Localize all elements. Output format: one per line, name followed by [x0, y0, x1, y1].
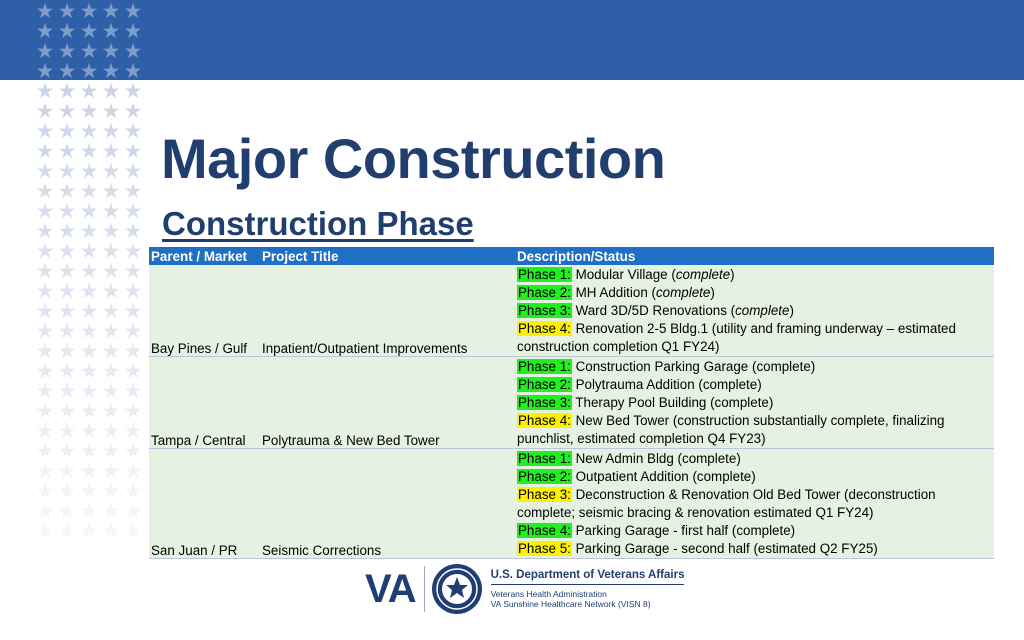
star-icon: ★ [123, 140, 143, 163]
star-icon: ★ [101, 400, 121, 423]
star-icon: ★ [57, 260, 77, 283]
phase-line [517, 358, 992, 376]
cell-project-title: Seismic Corrections [260, 449, 515, 559]
phase-label: Phase 2: [518, 285, 571, 300]
star-icon: ★ [35, 320, 55, 343]
construction-table [149, 247, 994, 559]
star-icon: ★ [57, 300, 77, 323]
star-icon: ★ [123, 360, 143, 383]
cell-market: Tampa / Central [149, 357, 260, 449]
star-icon: ★ [79, 320, 99, 343]
star-icon: ★ [57, 120, 77, 143]
star-icon: ★ [57, 360, 77, 383]
star-icon: ★ [123, 0, 143, 23]
cell-description-status [515, 265, 994, 357]
star-icon: ★ [79, 220, 99, 243]
network-name: VA Sunshine Healthcare Network (VISN 8) [490, 599, 651, 609]
phase-line [517, 284, 992, 302]
star-icon: ★ [101, 480, 121, 503]
phase-line [517, 302, 992, 320]
phase-text-end: ) [789, 303, 794, 318]
star-icon: ★ [35, 380, 55, 403]
phase-label: Phase 4: [518, 523, 571, 538]
star-icon: ★ [35, 260, 55, 283]
star-icon: ★ [101, 360, 121, 383]
star-icon: ★ [35, 180, 55, 203]
phase-label: Phase 2: [518, 469, 571, 484]
star-icon: ★ [123, 20, 143, 43]
star-icon: ★ [79, 440, 99, 463]
star-icon: ★ [35, 200, 55, 223]
star-icon: ★ [35, 60, 55, 83]
administration-name: Veterans Health Administration [490, 589, 607, 599]
star-icon: ★ [101, 80, 121, 103]
star-icon: ★ [79, 240, 99, 263]
star-icon: ★ [79, 340, 99, 363]
star-icon: ★ [101, 120, 121, 143]
phase-text: Renovation 2-5 Bldg.1 (utility and framing underway – estimated construction completion Q1 FY24) [517, 321, 956, 354]
slide-subtitle: Construction Phase [162, 205, 474, 242]
phase-label: Phase 2: [518, 377, 571, 392]
star-icon: ★ [35, 140, 55, 163]
star-icon: ★ [35, 120, 55, 143]
star-icon: ★ [57, 520, 77, 543]
star-icon: ★ [123, 460, 143, 483]
cell-market: Bay Pines / Gulf [149, 265, 260, 357]
cell-project-title: Inpatient/Outpatient Improvements [260, 265, 515, 357]
star-icon: ★ [101, 140, 121, 163]
phase-line [517, 540, 992, 558]
phase-text: Parking Garage - first half (complete) [571, 523, 796, 538]
star-icon: ★ [79, 520, 99, 543]
star-icon: ★ [101, 0, 121, 23]
star-icon: ★ [79, 0, 99, 23]
cell-project-title: Polytrauma & New Bed Tower [260, 357, 515, 449]
star-icon: ★ [101, 300, 121, 323]
column-header-project: Project Title [260, 247, 515, 265]
phase-line [517, 376, 992, 394]
star-icon: ★ [101, 240, 121, 263]
cell-description-status [515, 449, 994, 559]
star-icon: ★ [35, 480, 55, 503]
cell-description-status [515, 357, 994, 449]
cell-market: San Juan / PR [149, 449, 260, 559]
star-icon: ★ [123, 320, 143, 343]
phase-text: Parking Garage - second half (estimated Q2 FY25) [571, 541, 878, 556]
star-icon: ★ [57, 40, 77, 63]
star-icon: ★ [101, 460, 121, 483]
phase-label: Phase 3: [518, 487, 571, 502]
phase-text: New Bed Tower (construction substantially complete, finalizing punchlist, estimated completion Q4 FY23) [517, 413, 945, 446]
star-icon: ★ [79, 360, 99, 383]
star-icon: ★ [35, 280, 55, 303]
department-text-block [491, 569, 685, 609]
star-icon: ★ [123, 200, 143, 223]
logo-divider [424, 566, 425, 612]
star-icon: ★ [35, 220, 55, 243]
star-icon: ★ [79, 80, 99, 103]
star-icon: ★ [79, 260, 99, 283]
star-icon: ★ [123, 440, 143, 463]
star-icon: ★ [57, 240, 77, 263]
star-icon: ★ [123, 120, 143, 143]
phase-text: MH Addition ( [571, 285, 656, 300]
star-icon: ★ [57, 400, 77, 423]
star-icon: ★ [57, 60, 77, 83]
phase-line [517, 412, 992, 448]
star-icon: ★ [79, 40, 99, 63]
star-icon: ★ [57, 220, 77, 243]
star-icon: ★ [57, 20, 77, 43]
star-icon: ★ [35, 0, 55, 23]
phase-status: complete [735, 303, 790, 318]
star-icon: ★ [123, 400, 143, 423]
star-icon: ★ [101, 220, 121, 243]
phase-status: complete [655, 285, 711, 300]
va-logo-text: VA [365, 566, 416, 611]
star-icon: ★ [101, 440, 121, 463]
phase-label: Phase 3: [518, 303, 571, 318]
star-icon: ★ [79, 420, 99, 443]
star-icon: ★ [101, 260, 121, 283]
table-row [149, 265, 994, 357]
star-icon: ★ [101, 280, 121, 303]
star-icon: ★ [35, 340, 55, 363]
phase-text: New Admin Bldg (complete) [571, 451, 741, 466]
star-icon: ★ [101, 200, 121, 223]
star-icon: ★ [79, 280, 99, 303]
star-icon: ★ [79, 500, 99, 523]
star-icon: ★ [57, 200, 77, 223]
star-icon: ★ [79, 200, 99, 223]
phase-label: Phase 1: [518, 451, 571, 466]
star-icon: ★ [79, 60, 99, 83]
star-icon: ★ [123, 500, 143, 523]
star-icon: ★ [35, 520, 55, 543]
star-icon: ★ [79, 300, 99, 323]
phase-text: Outpatient Addition (complete) [571, 469, 756, 484]
star-icon: ★ [57, 460, 77, 483]
star-icon: ★ [123, 160, 143, 183]
star-icon: ★ [101, 380, 121, 403]
star-icon: ★ [35, 360, 55, 383]
phase-label: Phase 4: [518, 413, 571, 428]
star-icon: ★ [101, 40, 121, 63]
star-icon: ★ [57, 440, 77, 463]
phase-line [517, 486, 992, 522]
star-icon: ★ [35, 100, 55, 123]
star-icon: ★ [57, 160, 77, 183]
star-icon: ★ [123, 80, 143, 103]
phase-text-end: ) [710, 285, 715, 300]
star-icon: ★ [123, 100, 143, 123]
phase-label: Phase 1: [518, 267, 571, 282]
star-icon: ★ [35, 240, 55, 263]
phase-text: Deconstruction & Renovation Old Bed Tower (deconstruction complete; seismic bracing & renovation estimated Q1 FY24) [517, 487, 936, 520]
star-icon: ★ [79, 480, 99, 503]
star-icon: ★ [101, 160, 121, 183]
phase-line [517, 266, 992, 284]
star-icon: ★ [57, 420, 77, 443]
star-icon: ★ [123, 40, 143, 63]
column-header-market: Parent / Market [149, 247, 260, 265]
star-icon: ★ [123, 280, 143, 303]
star-icon: ★ [123, 260, 143, 283]
phase-line [517, 394, 992, 412]
star-icon: ★ [101, 60, 121, 83]
star-icon: ★ [35, 400, 55, 423]
phase-label: Phase 5: [518, 541, 571, 556]
star-icon: ★ [101, 100, 121, 123]
star-icon: ★ [101, 180, 121, 203]
star-icon: ★ [123, 180, 143, 203]
star-icon: ★ [57, 0, 77, 23]
star-icon: ★ [35, 460, 55, 483]
star-icon: ★ [57, 320, 77, 343]
phase-text: Polytrauma Addition (complete) [571, 377, 762, 392]
phase-label: Phase 4: [518, 321, 571, 336]
slide-title: Major Construction [161, 127, 666, 190]
star-icon: ★ [57, 480, 77, 503]
star-icon: ★ [101, 20, 121, 43]
va-footer-logo [365, 561, 684, 617]
star-icon: ★ [101, 320, 121, 343]
star-icon: ★ [101, 420, 121, 443]
phase-text: Construction Parking Garage (complete) [571, 359, 816, 374]
star-icon: ★ [35, 40, 55, 63]
phase-line [517, 320, 992, 356]
star-icon: ★ [35, 300, 55, 323]
phase-text-end: ) [730, 267, 735, 282]
phase-label: Phase 3: [518, 395, 571, 410]
star-icon: ★ [79, 20, 99, 43]
star-icon: ★ [123, 340, 143, 363]
star-icon: ★ [79, 100, 99, 123]
star-icon: ★ [35, 160, 55, 183]
star-icon: ★ [57, 80, 77, 103]
department-name: U.S. Department of Veterans Affairs [491, 569, 685, 585]
star-icon: ★ [123, 300, 143, 323]
star-icon: ★ [79, 160, 99, 183]
star-icon: ★ [101, 340, 121, 363]
star-icon: ★ [123, 60, 143, 83]
star-icon: ★ [57, 280, 77, 303]
star-icon: ★ [57, 380, 77, 403]
star-icon: ★ [123, 380, 143, 403]
star-icon: ★ [123, 480, 143, 503]
table-row [149, 449, 994, 559]
star-icon: ★ [57, 340, 77, 363]
phase-label: Phase 1: [518, 359, 571, 374]
va-seal-icon [431, 563, 483, 615]
phase-text: Therapy Pool Building (complete) [571, 395, 774, 410]
phase-line [517, 450, 992, 468]
phase-line [517, 522, 992, 540]
star-icon: ★ [35, 420, 55, 443]
star-pattern-decoration [34, 2, 154, 562]
table-header-row [149, 247, 994, 265]
star-icon: ★ [123, 420, 143, 443]
star-icon: ★ [57, 180, 77, 203]
star-icon: ★ [123, 220, 143, 243]
star-icon: ★ [35, 500, 55, 523]
star-icon: ★ [79, 140, 99, 163]
star-icon: ★ [57, 140, 77, 163]
star-icon: ★ [101, 500, 121, 523]
phase-text: Modular Village ( [571, 267, 676, 282]
phase-line [517, 468, 992, 486]
star-icon: ★ [35, 440, 55, 463]
star-icon: ★ [123, 520, 143, 543]
star-icon: ★ [79, 400, 99, 423]
phase-status: complete [675, 267, 731, 282]
column-header-description: Description/Status [515, 247, 994, 265]
star-icon: ★ [79, 120, 99, 143]
star-icon: ★ [79, 460, 99, 483]
star-icon: ★ [101, 520, 121, 543]
star-icon: ★ [123, 240, 143, 263]
table-row [149, 357, 994, 449]
star-icon: ★ [35, 80, 55, 103]
star-icon: ★ [79, 380, 99, 403]
star-icon: ★ [57, 100, 77, 123]
star-icon: ★ [57, 500, 77, 523]
phase-text: Ward 3D/5D Renovations ( [571, 303, 736, 318]
star-icon: ★ [35, 20, 55, 43]
star-icon: ★ [79, 180, 99, 203]
